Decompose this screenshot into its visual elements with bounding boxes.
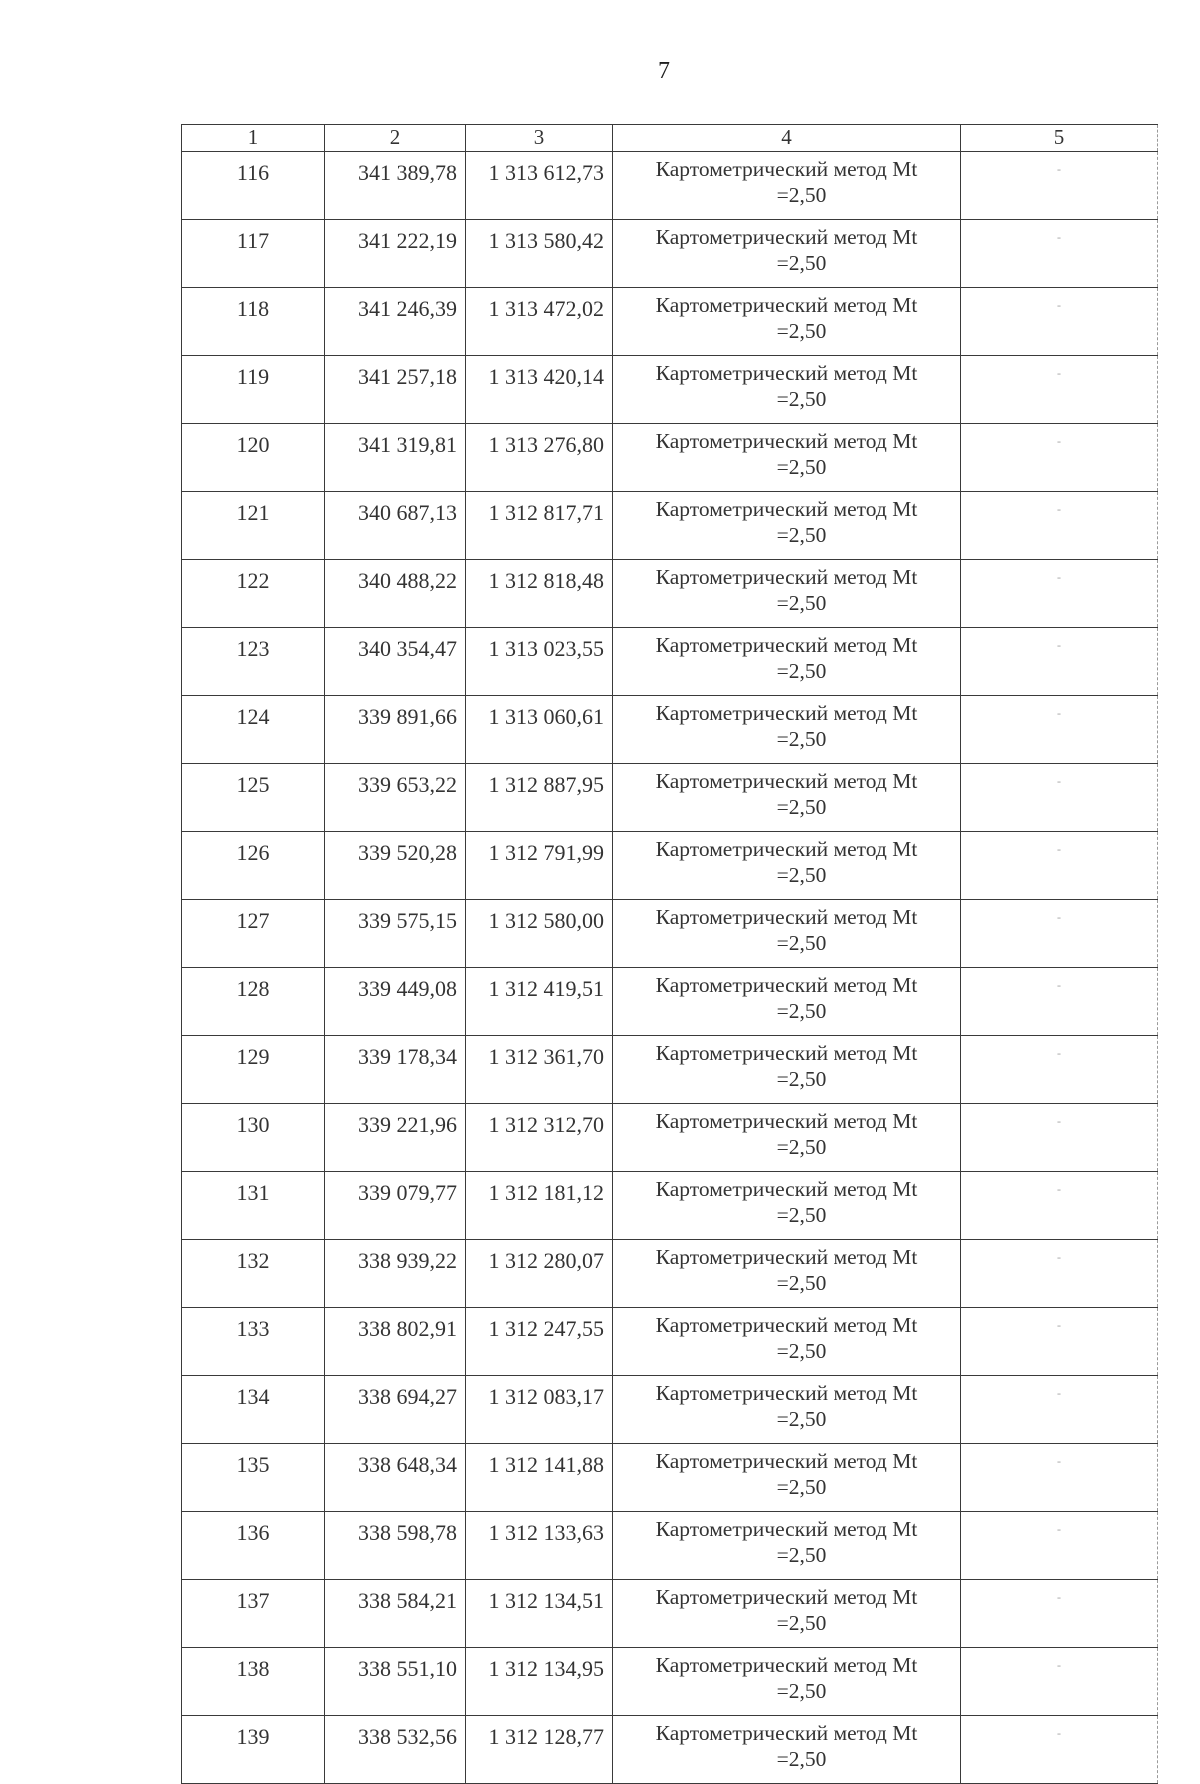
method-text: Картометрический метод Mt <box>655 1585 918 1609</box>
x-coordinate-cell: 338 648,34 <box>325 1444 466 1512</box>
x-coordinate-cell: 339 221,96 <box>325 1104 466 1172</box>
note-cell: - <box>961 288 1158 356</box>
y-coordinate-cell: 1 312 580,00 <box>466 900 613 968</box>
point-number-cell: 125 <box>182 764 325 832</box>
x-coordinate-cell: 338 532,56 <box>325 1716 466 1784</box>
note-cell: - <box>961 1376 1158 1444</box>
y-coordinate-cell: 1 312 128,77 <box>466 1716 613 1784</box>
x-coordinate-cell: 339 079,77 <box>325 1172 466 1240</box>
y-coordinate-cell: 1 313 580,42 <box>466 220 613 288</box>
method-cell <box>613 492 961 560</box>
point-number-cell: 123 <box>182 628 325 696</box>
point-number-cell: 132 <box>182 1240 325 1308</box>
y-coordinate-cell: 1 312 361,70 <box>466 1036 613 1104</box>
accuracy-text: =2,50 <box>776 1611 827 1635</box>
point-number-cell: 122 <box>182 560 325 628</box>
header-col-4: 4 <box>613 125 961 152</box>
point-number-cell: 133 <box>182 1308 325 1376</box>
note-cell: - <box>961 628 1158 696</box>
table-row <box>182 1648 1158 1716</box>
accuracy-text: =2,50 <box>776 183 827 207</box>
method-text: Картометрический метод Mt <box>655 769 918 793</box>
accuracy-text: =2,50 <box>776 1747 827 1771</box>
table-row <box>182 424 1158 492</box>
page-number: 7 <box>658 58 670 84</box>
method-cell <box>613 1036 961 1104</box>
method-cell <box>613 1716 961 1784</box>
y-coordinate-cell: 1 312 083,17 <box>466 1376 613 1444</box>
note-cell: - <box>961 356 1158 424</box>
method-cell <box>613 560 961 628</box>
method-text: Картометрический метод Mt <box>655 361 918 385</box>
accuracy-text: =2,50 <box>776 523 827 547</box>
note-cell: - <box>961 1716 1158 1784</box>
point-number-cell: 118 <box>182 288 325 356</box>
y-coordinate-cell: 1 312 312,70 <box>466 1104 613 1172</box>
accuracy-text: =2,50 <box>776 795 827 819</box>
header-col-1: 1 <box>182 125 325 152</box>
method-text: Картометрический метод Mt <box>655 633 918 657</box>
note-cell: - <box>961 1172 1158 1240</box>
table-row <box>182 696 1158 764</box>
method-cell <box>613 696 961 764</box>
x-coordinate-cell: 339 449,08 <box>325 968 466 1036</box>
y-coordinate-cell: 1 313 060,61 <box>466 696 613 764</box>
y-coordinate-cell: 1 313 420,14 <box>466 356 613 424</box>
header-col-2: 2 <box>325 125 466 152</box>
table-row <box>182 968 1158 1036</box>
table-header-row <box>182 125 1158 152</box>
table-row <box>182 1512 1158 1580</box>
method-cell <box>613 1444 961 1512</box>
method-text: Картометрический метод Mt <box>655 1041 918 1065</box>
point-number-cell: 130 <box>182 1104 325 1172</box>
point-number-cell: 126 <box>182 832 325 900</box>
method-cell <box>613 1104 961 1172</box>
table-row <box>182 288 1158 356</box>
accuracy-text: =2,50 <box>776 387 827 411</box>
accuracy-text: =2,50 <box>776 727 827 751</box>
coordinates-table <box>181 124 1158 1784</box>
method-cell <box>613 424 961 492</box>
method-text: Картометрический метод Mt <box>655 1109 918 1133</box>
y-coordinate-cell: 1 312 818,48 <box>466 560 613 628</box>
table-row <box>182 764 1158 832</box>
note-cell: - <box>961 764 1158 832</box>
accuracy-text: =2,50 <box>776 1067 827 1091</box>
point-number-cell: 139 <box>182 1716 325 1784</box>
table-row <box>182 1240 1158 1308</box>
header-col-5: 5 <box>961 125 1158 152</box>
accuracy-text: =2,50 <box>776 931 827 955</box>
method-text: Картометрический метод Mt <box>655 225 918 249</box>
accuracy-text: =2,50 <box>776 251 827 275</box>
x-coordinate-cell: 340 488,22 <box>325 560 466 628</box>
note-cell: - <box>961 152 1158 220</box>
method-text: Картометрический метод Mt <box>655 905 918 929</box>
method-text: Картометрический метод Mt <box>655 973 918 997</box>
x-coordinate-cell: 339 575,15 <box>325 900 466 968</box>
method-cell <box>613 1580 961 1648</box>
method-text: Картометрический метод Mt <box>655 1449 918 1473</box>
accuracy-text: =2,50 <box>776 591 827 615</box>
x-coordinate-cell: 339 178,34 <box>325 1036 466 1104</box>
accuracy-text: =2,50 <box>776 659 827 683</box>
point-number-cell: 117 <box>182 220 325 288</box>
method-cell <box>613 1648 961 1716</box>
accuracy-text: =2,50 <box>776 1543 827 1567</box>
note-cell: - <box>961 900 1158 968</box>
method-text: Картометрический метод Mt <box>655 1245 918 1269</box>
point-number-cell: 121 <box>182 492 325 560</box>
table-row <box>182 1580 1158 1648</box>
accuracy-text: =2,50 <box>776 1475 827 1499</box>
method-cell <box>613 288 961 356</box>
method-cell <box>613 1172 961 1240</box>
x-coordinate-cell: 338 802,91 <box>325 1308 466 1376</box>
accuracy-text: =2,50 <box>776 1339 827 1363</box>
x-coordinate-cell: 339 653,22 <box>325 764 466 832</box>
method-text: Картометрический метод Mt <box>655 1313 918 1337</box>
x-coordinate-cell: 341 246,39 <box>325 288 466 356</box>
y-coordinate-cell: 1 312 134,51 <box>466 1580 613 1648</box>
y-coordinate-cell: 1 312 280,07 <box>466 1240 613 1308</box>
note-cell: - <box>961 1512 1158 1580</box>
method-text: Картометрический метод Mt <box>655 429 918 453</box>
method-text: Картометрический метод Mt <box>655 701 918 725</box>
y-coordinate-cell: 1 312 133,63 <box>466 1512 613 1580</box>
note-cell: - <box>961 424 1158 492</box>
method-text: Картометрический метод Mt <box>655 1177 918 1201</box>
note-cell: - <box>961 1444 1158 1512</box>
method-text: Картометрический метод Mt <box>655 1653 918 1677</box>
x-coordinate-cell: 340 687,13 <box>325 492 466 560</box>
y-coordinate-cell: 1 312 247,55 <box>466 1308 613 1376</box>
point-number-cell: 119 <box>182 356 325 424</box>
table-row <box>182 1036 1158 1104</box>
y-coordinate-cell: 1 313 023,55 <box>466 628 613 696</box>
x-coordinate-cell: 341 222,19 <box>325 220 466 288</box>
x-coordinate-cell: 338 551,10 <box>325 1648 466 1716</box>
method-cell <box>613 152 961 220</box>
note-cell: - <box>961 968 1158 1036</box>
note-cell: - <box>961 1648 1158 1716</box>
point-number-cell: 129 <box>182 1036 325 1104</box>
y-coordinate-cell: 1 312 817,71 <box>466 492 613 560</box>
y-coordinate-cell: 1 313 472,02 <box>466 288 613 356</box>
x-coordinate-cell: 338 598,78 <box>325 1512 466 1580</box>
x-coordinate-cell: 338 584,21 <box>325 1580 466 1648</box>
x-coordinate-cell: 339 520,28 <box>325 832 466 900</box>
accuracy-text: =2,50 <box>776 1407 827 1431</box>
note-cell: - <box>961 696 1158 764</box>
x-coordinate-cell: 341 257,18 <box>325 356 466 424</box>
table-row <box>182 1716 1158 1784</box>
point-number-cell: 124 <box>182 696 325 764</box>
note-cell: - <box>961 1104 1158 1172</box>
note-cell: - <box>961 1308 1158 1376</box>
x-coordinate-cell: 339 891,66 <box>325 696 466 764</box>
table-row <box>182 560 1158 628</box>
y-coordinate-cell: 1 313 612,73 <box>466 152 613 220</box>
method-text: Картометрический метод Mt <box>655 157 918 181</box>
note-cell: - <box>961 832 1158 900</box>
x-coordinate-cell: 338 694,27 <box>325 1376 466 1444</box>
header-col-3: 3 <box>466 125 613 152</box>
method-cell <box>613 628 961 696</box>
point-number-cell: 128 <box>182 968 325 1036</box>
note-cell: - <box>961 220 1158 288</box>
point-number-cell: 138 <box>182 1648 325 1716</box>
point-number-cell: 134 <box>182 1376 325 1444</box>
table-body <box>182 152 1158 1784</box>
table-row <box>182 220 1158 288</box>
method-text: Картометрический метод Mt <box>655 1517 918 1541</box>
table-row <box>182 1172 1158 1240</box>
point-number-cell: 135 <box>182 1444 325 1512</box>
table-row <box>182 356 1158 424</box>
y-coordinate-cell: 1 312 791,99 <box>466 832 613 900</box>
method-text: Картометрический метод Mt <box>655 837 918 861</box>
method-cell <box>613 220 961 288</box>
note-cell: - <box>961 1240 1158 1308</box>
accuracy-text: =2,50 <box>776 999 827 1023</box>
table-row <box>182 1444 1158 1512</box>
method-text: Картометрический метод Mt <box>655 1721 918 1745</box>
table-row <box>182 832 1158 900</box>
y-coordinate-cell: 1 312 141,88 <box>466 1444 613 1512</box>
table-row <box>182 492 1158 560</box>
accuracy-text: =2,50 <box>776 1271 827 1295</box>
y-coordinate-cell: 1 312 419,51 <box>466 968 613 1036</box>
accuracy-text: =2,50 <box>776 1203 827 1227</box>
y-coordinate-cell: 1 312 134,95 <box>466 1648 613 1716</box>
x-coordinate-cell: 341 319,81 <box>325 424 466 492</box>
method-text: Картометрический метод Mt <box>655 293 918 317</box>
method-cell <box>613 1308 961 1376</box>
method-cell <box>613 1240 961 1308</box>
point-number-cell: 131 <box>182 1172 325 1240</box>
y-coordinate-cell: 1 312 181,12 <box>466 1172 613 1240</box>
x-coordinate-cell: 340 354,47 <box>325 628 466 696</box>
x-coordinate-cell: 341 389,78 <box>325 152 466 220</box>
method-text: Картометрический метод Mt <box>655 565 918 589</box>
note-cell: - <box>961 492 1158 560</box>
x-coordinate-cell: 338 939,22 <box>325 1240 466 1308</box>
point-number-cell: 136 <box>182 1512 325 1580</box>
point-number-cell: 116 <box>182 152 325 220</box>
method-text: Картометрический метод Mt <box>655 1381 918 1405</box>
note-cell: - <box>961 560 1158 628</box>
point-number-cell: 137 <box>182 1580 325 1648</box>
note-cell: - <box>961 1036 1158 1104</box>
point-number-cell: 120 <box>182 424 325 492</box>
y-coordinate-cell: 1 313 276,80 <box>466 424 613 492</box>
method-text: Картометрический метод Mt <box>655 497 918 521</box>
y-coordinate-cell: 1 312 887,95 <box>466 764 613 832</box>
accuracy-text: =2,50 <box>776 863 827 887</box>
method-cell <box>613 1376 961 1444</box>
method-cell <box>613 764 961 832</box>
method-cell <box>613 832 961 900</box>
table-row <box>182 1308 1158 1376</box>
method-cell <box>613 900 961 968</box>
table-row <box>182 628 1158 696</box>
method-cell <box>613 968 961 1036</box>
accuracy-text: =2,50 <box>776 455 827 479</box>
accuracy-text: =2,50 <box>776 319 827 343</box>
table-row <box>182 1104 1158 1172</box>
table-row <box>182 900 1158 968</box>
note-cell: - <box>961 1580 1158 1648</box>
point-number-cell: 127 <box>182 900 325 968</box>
accuracy-text: =2,50 <box>776 1135 827 1159</box>
table-row <box>182 1376 1158 1444</box>
method-cell <box>613 1512 961 1580</box>
table-row <box>182 152 1158 220</box>
accuracy-text: =2,50 <box>776 1679 827 1703</box>
method-cell <box>613 356 961 424</box>
